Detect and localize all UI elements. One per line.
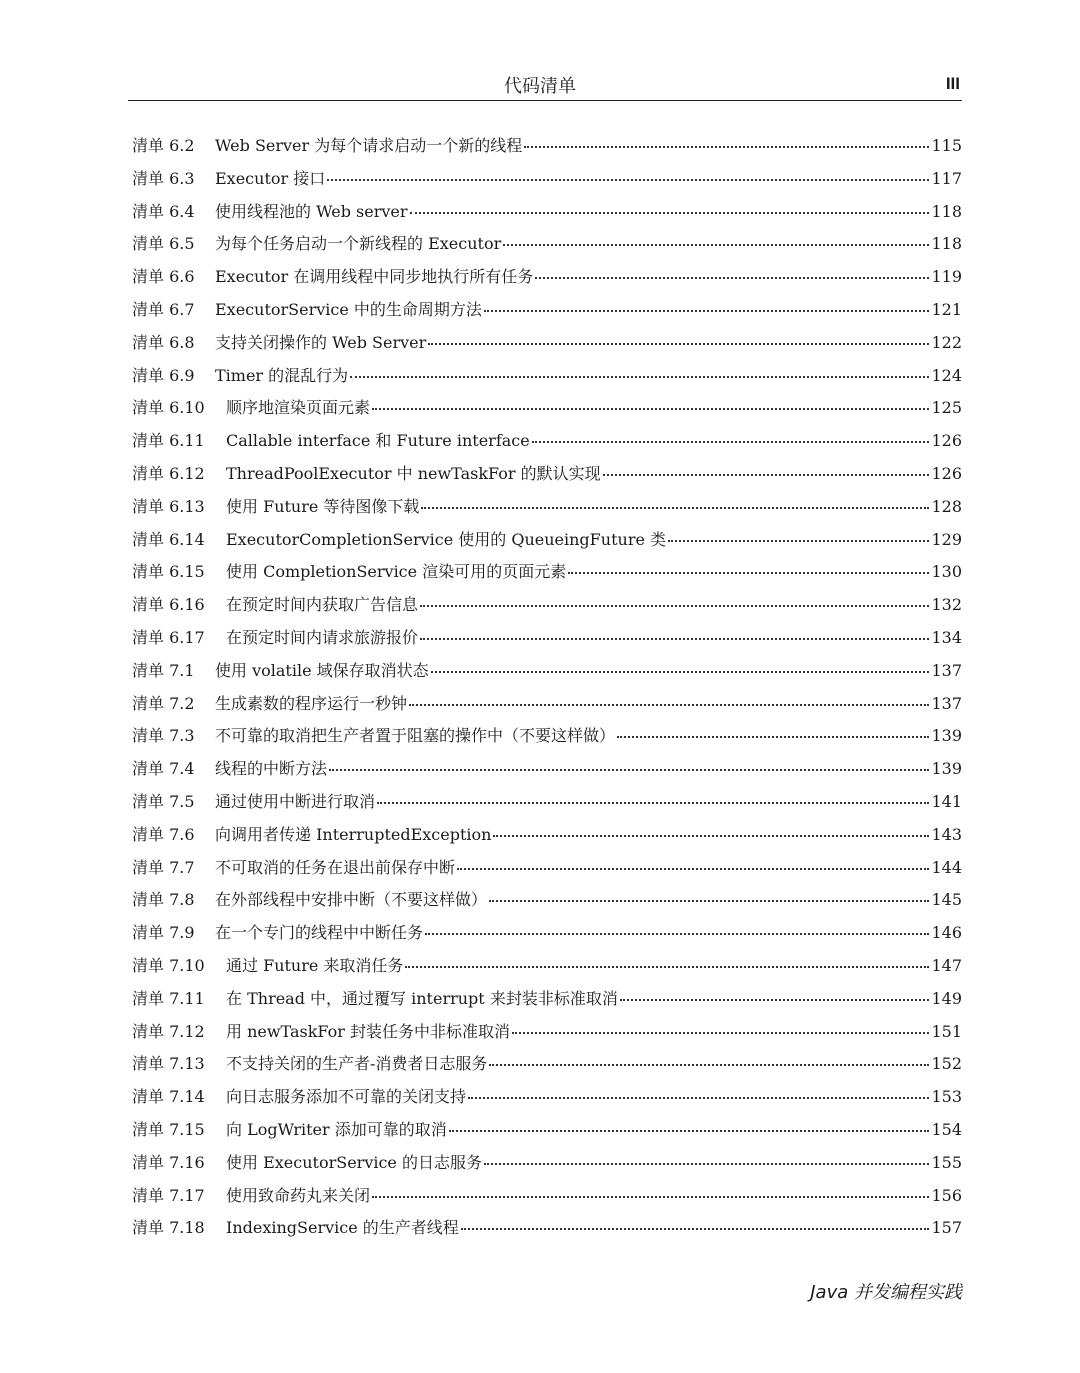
listing-number: 清单 7.18 (132, 1218, 205, 1238)
running-header-page-number: III (945, 74, 960, 93)
listing-title: 通过 Future 来取消任务 (226, 955, 404, 975)
listing-page-number: 145 (931, 890, 962, 910)
listing-page-number: 115 (931, 136, 962, 155)
listing-title: 向 LogWriter 添加可靠的取消 (226, 1119, 447, 1139)
listing-entry (132, 491, 962, 524)
listing-title: 在预定时间内获取广告信息 (226, 595, 419, 615)
listing-number: 清单 6.7 (132, 299, 195, 319)
listing-entry (132, 228, 962, 261)
listing-entry (132, 622, 962, 655)
listing-entry (132, 1114, 962, 1147)
listing-title: 使用 Future 等待图像下载 (226, 496, 420, 516)
listing-page-number: 124 (931, 365, 962, 385)
listing-title: 使用致命药丸来关闭 (226, 1185, 371, 1205)
dot-leader (350, 375, 929, 378)
dot-leader (668, 539, 929, 542)
dot-leader (512, 1031, 929, 1034)
listing-entry (132, 294, 962, 327)
listing-number: 清单 7.3 (132, 726, 195, 746)
listing-page-number: 146 (931, 923, 962, 943)
listing-page-number: 132 (931, 595, 962, 615)
listing-page-number: 134 (931, 627, 962, 647)
listing-page-number: 156 (931, 1185, 962, 1205)
listing-entry (132, 688, 962, 721)
dot-leader (524, 145, 929, 148)
listing-number: 清单 7.8 (132, 890, 195, 910)
dot-leader (568, 571, 929, 574)
listing-title: 使用线程池的 Web server (215, 201, 408, 221)
listing-page-number: 117 (931, 168, 962, 188)
listing-entry (132, 589, 962, 622)
listing-page-number: 139 (931, 759, 962, 779)
dot-leader (449, 1129, 930, 1132)
listing-number: 清单 7.15 (132, 1119, 205, 1139)
listing-entry (132, 556, 962, 589)
listing-page-number: 128 (931, 496, 962, 516)
listing-page-number: 144 (931, 857, 962, 877)
listing-entry (132, 130, 962, 163)
listing-page-number: 125 (931, 398, 962, 418)
listing-number: 清单 7.12 (132, 1021, 205, 1041)
listing-entry (132, 524, 962, 557)
listing-title: ExecutorCompletionService 使用的 QueueingFuture 类 (226, 529, 667, 549)
listing-title: 顺序地渲染页面元素 (226, 398, 371, 418)
listing-page-number: 151 (931, 1021, 962, 1041)
dot-leader (405, 965, 929, 968)
listing-number: 清单 6.5 (132, 234, 195, 254)
listing-entry (132, 458, 962, 491)
listing-number: 清单 6.3 (132, 168, 195, 188)
listing-entry (132, 1016, 962, 1049)
listing-entry (132, 261, 962, 294)
listing-number: 清单 7.13 (132, 1054, 205, 1074)
listing-page-number: 126 (931, 431, 962, 451)
listing-number: 清单 7.9 (132, 923, 195, 943)
listing-entry (132, 819, 962, 852)
listing-entry (132, 753, 962, 786)
listing-number: 清单 6.6 (132, 267, 195, 287)
listing-page-number: 147 (931, 955, 962, 975)
listing-entry (132, 196, 962, 229)
listing-title: 使用 ExecutorService 的日志服务 (226, 1152, 482, 1172)
listing-number: 清单 6.9 (132, 365, 195, 385)
listing-title: Executor 在调用线程中同步地执行所有任务 (215, 267, 534, 287)
listing-title: Timer 的混乱行为 (215, 365, 349, 385)
dot-leader (489, 1063, 929, 1066)
listing-title: 在预定时间内请求旅游报价 (226, 627, 419, 647)
dot-leader (329, 768, 929, 771)
listing-page-number: 149 (931, 988, 962, 1008)
listing-title: 为每个任务启动一个新线程的 Executor (215, 234, 502, 254)
listing-title: 支持关闭操作的 Web Server (215, 332, 427, 352)
dot-leader (420, 637, 929, 640)
listing-entry (132, 1081, 962, 1114)
dot-leader (421, 506, 929, 509)
listing-page-number: 153 (931, 1087, 962, 1107)
listing-entry (132, 852, 962, 885)
dot-leader (425, 932, 929, 935)
listing-number: 清单 6.8 (132, 332, 195, 352)
listing-title: 使用 volatile 域保存取消状态 (215, 660, 429, 680)
listing-title: IndexingService 的生产者线程 (226, 1218, 459, 1238)
listing-entry (132, 884, 962, 917)
listing-title: Executor 接口 (215, 168, 326, 188)
listing-title: 在外部线程中安排中断（不要这样做） (215, 890, 488, 910)
listing-title: 不可取消的任务在退出前保存中断 (215, 857, 456, 877)
listing-number: 清单 6.15 (132, 562, 205, 582)
listing-page-number: 143 (931, 824, 962, 844)
dot-leader (532, 440, 930, 443)
listing-title: 通过使用中断进行取消 (215, 791, 376, 811)
listing-page-number: 119 (931, 267, 962, 287)
dot-leader (327, 178, 929, 181)
listing-number: 清单 6.12 (132, 463, 205, 483)
listing-title: Callable interface 和 Future interface (226, 431, 530, 451)
listing-title: 在 Thread 中，通过覆写 interrupt 来封装非标准取消 (226, 988, 618, 1008)
listing-entry (132, 425, 962, 458)
listing-page-number: 118 (931, 201, 962, 221)
listing-title: 不可靠的取消把生产者置于阻塞的操作中（不要这样做） (215, 726, 616, 746)
listing-entry (132, 327, 962, 360)
dot-leader (428, 342, 929, 345)
listing-entry (132, 983, 962, 1016)
listing-page-number: 152 (931, 1054, 962, 1074)
listing-entry (132, 1212, 962, 1245)
listing-title: ExecutorService 中的生命周期方法 (215, 299, 482, 319)
listing-page-number: 118 (931, 234, 962, 254)
listing-title: Web Server 为每个请求启动一个新的线程 (215, 136, 523, 155)
dot-leader (431, 670, 930, 673)
listing-number: 清单 7.6 (132, 824, 195, 844)
listing-page-number: 157 (931, 1218, 962, 1238)
listing-title: 线程的中断方法 (215, 759, 328, 779)
listing-number: 清单 6.4 (132, 201, 195, 221)
listing-entry (132, 1180, 962, 1213)
listing-number: 清单 7.17 (132, 1185, 205, 1205)
dot-leader (535, 276, 929, 279)
listing-number: 清单 6.13 (132, 496, 205, 516)
listing-number: 清单 6.14 (132, 529, 205, 549)
dot-leader (503, 243, 929, 246)
dot-leader (372, 407, 929, 410)
listing-title: 在一个专门的线程中中断任务 (215, 923, 424, 943)
listing-number: 清单 7.14 (132, 1087, 205, 1107)
listing-title: 不支持关闭的生产者-消费者日志服务 (226, 1054, 488, 1074)
listing-number: 清单 7.7 (132, 857, 195, 877)
dot-leader (457, 867, 929, 870)
dot-leader (420, 604, 929, 607)
listing-page-number: 155 (931, 1152, 962, 1172)
dot-leader (620, 998, 930, 1001)
listing-entry (132, 392, 962, 425)
listing-page-number: 122 (931, 332, 962, 352)
listing-entry (132, 163, 962, 196)
dot-leader (489, 899, 929, 902)
listing-number: 清单 7.4 (132, 759, 195, 779)
listing-entry (132, 1048, 962, 1081)
listing-entry (132, 360, 962, 393)
dot-leader (461, 1227, 930, 1230)
listing-page-number: 129 (931, 529, 962, 549)
listing-title: 向调用者传递 InterruptedException (215, 824, 492, 844)
listing-number: 清单 6.10 (132, 398, 205, 418)
listing-number: 清单 7.10 (132, 955, 205, 975)
dot-leader (484, 1162, 929, 1165)
running-header-title: 代码清单 (504, 76, 576, 97)
dot-leader (617, 735, 929, 738)
listing-entry (132, 720, 962, 753)
listing-number: 清单 7.16 (132, 1152, 205, 1172)
listing-page-number: 121 (931, 299, 962, 319)
listing-page-number: 139 (931, 726, 962, 746)
dot-leader (493, 834, 929, 837)
listing-entry (132, 786, 962, 819)
dot-leader (409, 703, 929, 706)
listing-entry (132, 1147, 962, 1180)
listing-page-number: 126 (931, 463, 962, 483)
dot-leader (410, 211, 930, 214)
listing-page-number: 137 (931, 693, 962, 713)
dot-leader (468, 1096, 929, 1099)
listing-title: 生成素数的程序运行一秒钟 (215, 693, 408, 713)
listing-title: 用 newTaskFor 封装任务中非标准取消 (226, 1021, 511, 1041)
listing-page-number: 137 (931, 660, 962, 680)
listing-title: 向日志服务添加不可靠的关闭支持 (226, 1087, 467, 1107)
dot-leader (484, 309, 930, 312)
listing-number: 清单 6.17 (132, 627, 205, 647)
running-footer-book-title: Java 并发编程实践 (810, 1282, 962, 1303)
listing-title: 使用 CompletionService 渲染可用的页面元素 (226, 562, 567, 582)
listing-index (132, 130, 962, 1245)
listing-number: 清单 7.1 (132, 660, 195, 680)
listing-number: 清单 6.11 (132, 431, 205, 451)
listing-number: 清单 7.5 (132, 791, 195, 811)
listing-entry (132, 917, 962, 950)
listing-page-number: 141 (931, 791, 962, 811)
listing-title: ThreadPoolExecutor 中 newTaskFor 的默认实现 (226, 463, 601, 483)
listing-entry (132, 950, 962, 983)
dot-leader (372, 1195, 929, 1198)
listing-number: 清单 7.11 (132, 988, 205, 1008)
listing-number: 清单 6.2 (132, 136, 195, 155)
listing-number: 清单 7.2 (132, 693, 195, 713)
listing-page-number: 130 (931, 562, 962, 582)
dot-leader (603, 473, 930, 476)
dot-leader (377, 801, 929, 804)
listing-entry (132, 655, 962, 688)
header-rule (128, 100, 962, 101)
listing-number: 清单 6.16 (132, 595, 205, 615)
listing-page-number: 154 (931, 1119, 962, 1139)
